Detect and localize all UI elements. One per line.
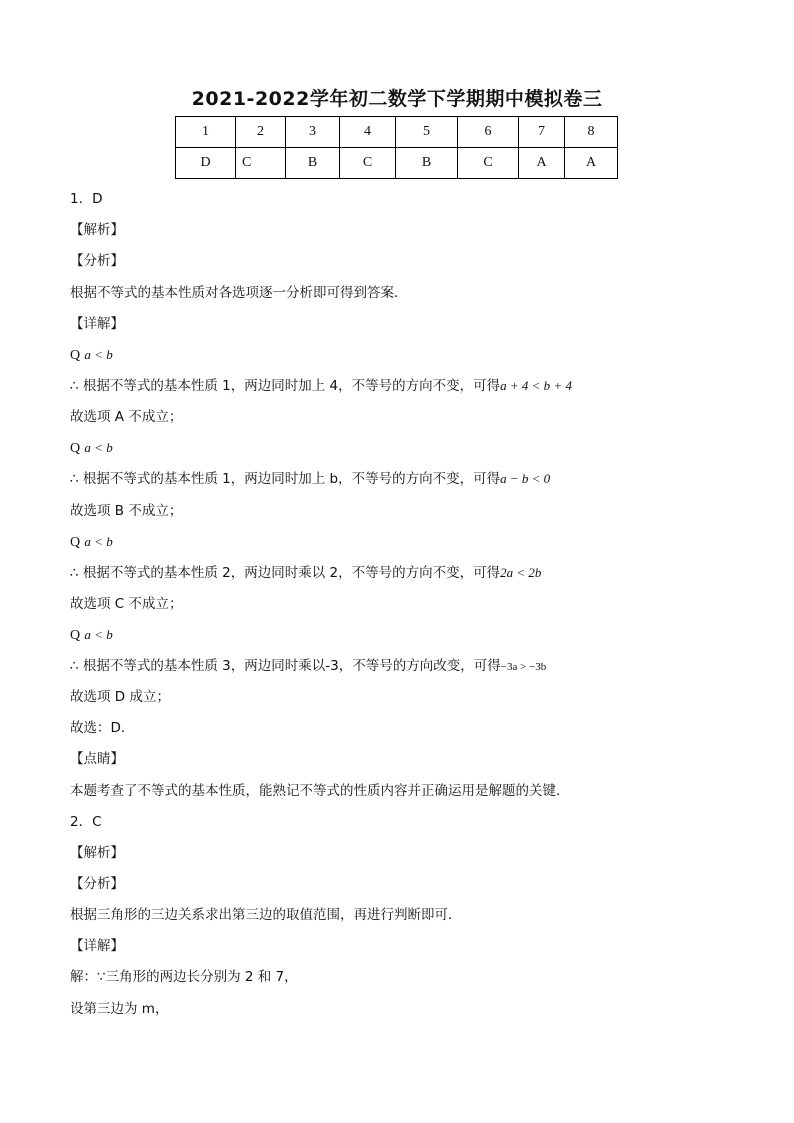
text-line: [70, 656, 546, 677]
since-symbol: Q: [70, 441, 81, 456]
line-text: 根据三角形的三边关系求出第三边的取值范围，再进行判断即可．: [70, 907, 462, 923]
line-text: 故选项 C 不成立；: [70, 596, 183, 612]
answer-cell: A: [565, 148, 618, 179]
line-text: 【分析】: [70, 253, 124, 269]
text-line: [70, 251, 124, 271]
text-line: [70, 843, 124, 863]
answer-cell: B: [396, 148, 458, 179]
question-number-cell: 3: [286, 117, 340, 148]
text-line: [70, 189, 102, 209]
text-line: [70, 749, 124, 769]
answer-cell: B: [286, 148, 340, 179]
text-line: [70, 283, 408, 303]
text-line: [70, 625, 113, 646]
line-text: 【分析】: [70, 876, 124, 892]
question-number-cell: 7: [519, 117, 565, 148]
text-line: [70, 967, 298, 987]
math-expression: a < b: [84, 440, 113, 455]
answer-cell: C: [340, 148, 396, 179]
math-expression: a < b: [84, 534, 113, 549]
answer-cell: C: [236, 148, 286, 179]
text-line: [70, 469, 550, 489]
answer-table-answer-row: [176, 148, 618, 179]
text-line: [70, 438, 113, 459]
line-text: 【详解】: [70, 938, 124, 954]
line-text: 【点睛】: [70, 751, 124, 767]
line-text: 解：∵三角形的两边长分别为 2 和 7，: [70, 969, 298, 985]
text-line: [70, 563, 541, 583]
question-number-cell: 4: [340, 117, 396, 148]
since-symbol: Q: [70, 628, 81, 643]
line-text: 1．D: [70, 191, 103, 207]
text-line: [70, 501, 182, 521]
question-number-cell: 8: [565, 117, 618, 148]
line-text: 故选：D．: [70, 720, 135, 736]
line-text: ∴ 根据不等式的基本性质 1，两边同时加上 4，不等号的方向不变，可得: [70, 378, 501, 394]
answer-cell: D: [176, 148, 236, 179]
text-line: [70, 532, 113, 553]
line-text: ∴ 根据不等式的基本性质 1，两边同时加上 b，不等号的方向不变，可得: [70, 471, 501, 487]
line-text: 【解析】: [70, 222, 124, 238]
text-line: [70, 718, 134, 738]
question-number-cell: 6: [458, 117, 519, 148]
math-expression: a < b: [84, 627, 113, 642]
answer-cell: C: [458, 148, 519, 179]
text-line: [70, 999, 168, 1019]
since-symbol: Q: [70, 348, 81, 363]
math-expression: a − b < 0: [500, 471, 551, 486]
answer-table-number-row: [176, 117, 618, 148]
text-line: [70, 781, 570, 801]
math-expression: −3a > −3b: [500, 661, 547, 673]
text-line: [70, 905, 462, 925]
math-expression: 2a < 2b: [500, 565, 542, 580]
text-line: [70, 812, 102, 832]
line-text: 故选项 B 不成立；: [70, 503, 183, 519]
line-text: ∴ 根据不等式的基本性质 3，两边同时乘以-3，不等号的方向改变，可得: [70, 658, 501, 674]
line-text: 【详解】: [70, 316, 124, 332]
answer-table: [175, 116, 618, 179]
answer-cell: A: [519, 148, 565, 179]
question-number-cell: 5: [396, 117, 458, 148]
line-text: 故选项 D 成立；: [70, 689, 170, 705]
since-symbol: Q: [70, 535, 81, 550]
line-text: 故选项 A 不成立；: [70, 409, 183, 425]
text-line: [70, 407, 182, 427]
line-text: 本题考查了不等式的基本性质，能熟记不等式的性质内容并正确运用是解题的关键．: [70, 783, 570, 799]
line-text: 【解析】: [70, 845, 124, 861]
text-line: [70, 314, 124, 334]
question-number-cell: 1: [176, 117, 236, 148]
text-line: [70, 594, 183, 614]
document-title: 2021-2022学年初二数学下学期期中模拟卷三: [191, 88, 603, 110]
text-line: [70, 345, 113, 366]
text-line: [70, 376, 572, 396]
line-text: ∴ 根据不等式的基本性质 2，两边同时乘以 2，不等号的方向不变，可得: [70, 565, 501, 581]
math-expression: a < b: [84, 347, 113, 362]
line-text: 根据不等式的基本性质对各选项逐一分析即可得到答案．: [70, 285, 408, 301]
text-line: [70, 220, 124, 240]
text-line: [70, 687, 170, 707]
line-text: 2．C: [70, 814, 102, 830]
line-text: 设第三边为 m，: [70, 1001, 169, 1017]
math-expression: a + 4 < b + 4: [500, 378, 572, 393]
text-line: [70, 936, 124, 956]
question-number-cell: 2: [236, 117, 286, 148]
text-line: [70, 874, 124, 894]
